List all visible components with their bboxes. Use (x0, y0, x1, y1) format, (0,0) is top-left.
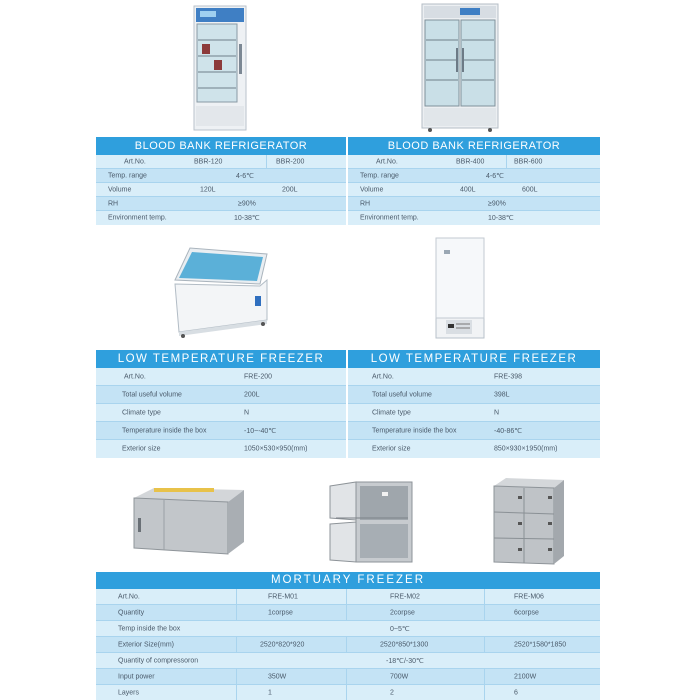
table-row: Quantity 1corpse 2corpse 6corpse (96, 605, 600, 621)
mortuary-table (96, 572, 600, 700)
table-row: Quantity of compressoron -18℃/-30℃ (96, 653, 600, 669)
mortuary-freezer-two-corpse-image (326, 478, 416, 568)
freezer-left-title: LOW TEMPERATURE FREEZER (96, 350, 346, 368)
blood-bank-refrigerator-double-door-image (420, 2, 500, 134)
table-row: Exterior Size(mm) 2520*820*920 2520*850*1300 2520*1580*1850 (96, 637, 600, 653)
table-row: Temp. range 4-6℃ (96, 169, 346, 183)
table-row: Total useful volume 200L (96, 386, 346, 404)
blood-bank-right-title: BLOOD BANK REFRIGERATOR (348, 137, 600, 155)
table-row: Temp inside the box 0~5℃ (96, 621, 600, 637)
blood-bank-right-table (348, 137, 600, 225)
freezer-left-table (96, 350, 346, 458)
table-row: RH ≥90% (96, 197, 346, 211)
table-row: Volume 120L 200L (96, 183, 346, 197)
table-row: Temperature inside the box -40-86℃ (348, 422, 600, 440)
table-row: Art.No. BBR-400 BBR-600 (348, 155, 600, 169)
table-row: Art.No. FRE-200 (96, 368, 346, 386)
blood-bank-left-table (96, 137, 346, 225)
upright-freezer-image (432, 236, 490, 344)
table-row: Environment temp. 10-38℃ (108, 214, 260, 222)
table-row: RH ≥90% (348, 197, 600, 211)
table-row: Total useful volume 398L (348, 386, 600, 404)
mortuary-freezer-one-corpse-image (130, 484, 248, 562)
blood-bank-left-title: BLOOD BANK REFRIGERATOR (96, 137, 346, 155)
freezer-right-title: LOW TEMPERATURE FREEZER (348, 350, 600, 368)
blood-bank-refrigerator-single-door-image (192, 4, 248, 132)
mortuary-freezer-six-corpse-image (488, 476, 568, 570)
table-row: Climate type N (96, 404, 346, 422)
table-row: Art.No. BBR-120 BBR-200 (96, 155, 346, 169)
table-row: Volume 400L 600L (348, 183, 600, 197)
table-row: Exterior size 850×930×1950(mm) (372, 445, 558, 453)
freezer-right-table (348, 350, 600, 458)
table-row: Climate type N (348, 404, 600, 422)
table-row: Environment temp. 10-38℃ (360, 214, 514, 222)
table-row: Temperature inside the box -10~-40℃ (96, 422, 346, 440)
table-row: Art.No. FRE-M01 FRE-M02 FRE-M06 (96, 589, 600, 605)
table-row: Art.No. FRE-398 (348, 368, 600, 386)
table-row: Input power 350W 700W 2100W (96, 669, 600, 685)
table-row: Temp. range 4-6℃ (348, 169, 600, 183)
table-row: Layers 1 2 6 (96, 685, 600, 700)
chest-freezer-image (165, 240, 275, 340)
mortuary-title: MORTUARY FREEZER (96, 572, 600, 589)
table-row: Exterior size 1050×530×950(mm) (122, 445, 308, 453)
